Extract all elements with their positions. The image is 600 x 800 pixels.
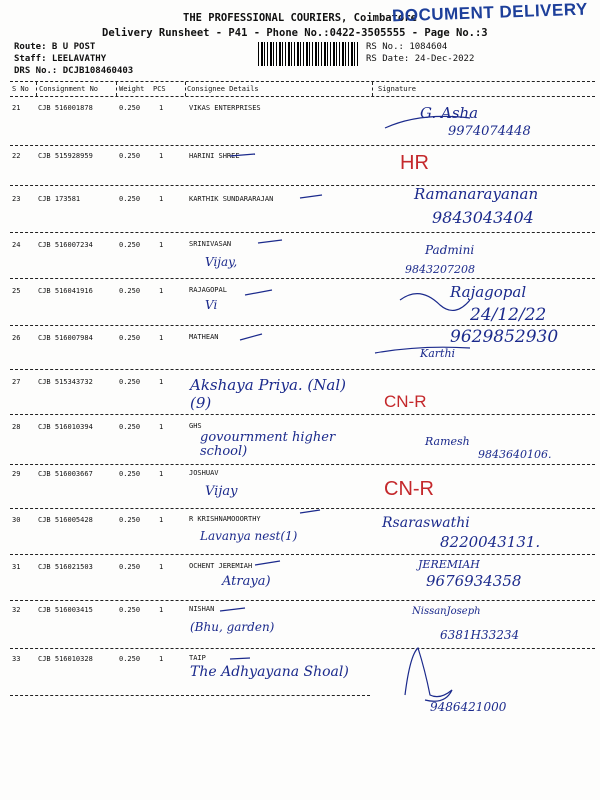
handwritten-note: Vijay, (205, 255, 238, 269)
drs-number: DRS No.: DCJB108460403 (14, 66, 134, 76)
row-weight: 0.250 (119, 655, 141, 663)
row-consignment-no: CJB 515928959 (38, 152, 93, 160)
row-sno: 31 (12, 563, 21, 571)
row-sno: 28 (12, 423, 21, 431)
handwritten-phone: 9843207208 (405, 263, 475, 276)
row-pcs: 1 (159, 563, 164, 571)
document-delivery-stamp: DOCUMENT DELIVERY (391, 0, 589, 26)
row-sno: 26 (12, 334, 21, 342)
row-sno: 21 (12, 104, 21, 112)
pen-tick (240, 334, 262, 340)
row-consignment-no: CJB 516007984 (38, 334, 93, 342)
column-header-pcs: PCS (153, 85, 166, 93)
row-weight: 0.250 (119, 606, 141, 614)
column-header-sno: S No (12, 85, 29, 93)
pen-tick (300, 195, 322, 198)
row-sno: 33 (12, 655, 21, 663)
row-consignee: MATHEAN (189, 333, 219, 341)
row-consignee: VIKAS ENTERPRISES (189, 104, 261, 112)
row-consignee: HARINI SHREE (189, 152, 240, 160)
handwritten-signature: NissanJoseph (412, 606, 481, 617)
column-header-consignment: Consignment No (39, 85, 99, 93)
row-consignee: NISHAN (189, 605, 215, 613)
handwritten-note: The Adhyayana Shoal) (190, 664, 349, 680)
row-pcs: 1 (159, 195, 164, 203)
row-weight: 0.250 (119, 152, 141, 160)
row-sno: 22 (12, 152, 21, 160)
row-weight: 0.250 (119, 241, 141, 249)
row-weight: 0.250 (119, 516, 141, 524)
handwritten-note: Vi (205, 298, 218, 312)
staff-label: Staff: LEELAVATHY (14, 54, 107, 64)
row-consignee: OCHENT JEREMIAH (189, 562, 253, 570)
handwritten-phone: 6381H33234 (440, 628, 520, 642)
handwritten-phone: 9629852930 (450, 327, 559, 347)
route-label: Route: B U POST (14, 42, 96, 52)
handwritten-phone: 9843640106. (478, 448, 552, 461)
row-pcs: 1 (159, 287, 164, 295)
handwritten-phone: 8220043131. (440, 533, 541, 551)
column-header-signature: Signature (378, 85, 416, 93)
row-pcs: 1 (159, 378, 164, 386)
handwritten-note: Akshaya Priya. (Nal)(9) (190, 376, 346, 412)
signature-stroke (405, 648, 452, 701)
handwritten-note: govournment higher school) (200, 430, 336, 459)
handwritten-phone: 9676934358 (426, 572, 522, 590)
row-consignment-no: CJB 516007234 (38, 241, 93, 249)
row-weight: 0.250 (119, 195, 141, 203)
row-sno: 27 (12, 378, 21, 386)
row-pcs: 1 (159, 423, 164, 431)
handwritten-signature: G. Asha (420, 104, 479, 122)
row-consignment-no: CJB 516010328 (38, 655, 93, 663)
row-weight: 0.250 (119, 423, 141, 431)
handwritten-phone: 9974074448 (448, 124, 531, 139)
row-pcs: 1 (159, 655, 164, 663)
page-title: THE PROFESSIONAL COURIERS, Coimbatore (183, 12, 417, 24)
row-sno: 29 (12, 470, 21, 478)
row-sno: 23 (12, 195, 21, 203)
row-pcs: 1 (159, 334, 164, 342)
row-consignee: SRINIVASAN (189, 240, 232, 248)
signature-stroke (400, 294, 470, 311)
handwritten-note: Atraya) (222, 574, 271, 589)
row-consignment-no: CJB 516010394 (38, 423, 93, 431)
pen-tick (245, 290, 272, 295)
handwritten-signature: Ramanarayanan (414, 185, 539, 203)
handwritten-signature: Padmini (425, 243, 475, 257)
handwritten-note: Vijay (205, 484, 238, 499)
pen-tick (220, 608, 245, 611)
rs-date: RS Date: 24-Dec-2022 (366, 54, 475, 64)
row-pcs: 1 (159, 470, 164, 478)
pen-tick (255, 561, 280, 565)
signature-stroke (375, 347, 470, 353)
row-consignee: R KRISHNAMOOORTHY (189, 515, 261, 523)
handwritten-signature: Ramesh (425, 435, 470, 448)
row-consignment-no: CJB 516041916 (38, 287, 93, 295)
pen-tick (300, 510, 320, 513)
pen-tick (230, 658, 250, 659)
row-consignee: GHS (189, 422, 202, 430)
row-consignee: RAJAGOPAL (189, 286, 227, 294)
column-header-consignee: Consignee Details (187, 85, 259, 93)
row-weight: 0.250 (119, 470, 141, 478)
handwritten-date: 24/12/22 (470, 305, 547, 325)
pen-tick (258, 240, 282, 243)
row-consignment-no: CJB 515343732 (38, 378, 93, 386)
handwritten-signature: Rajagopal (450, 283, 527, 301)
row-consignment-no: CJB 516001878 (38, 104, 93, 112)
handwritten-phone: 9486421000 (430, 700, 507, 714)
row-weight: 0.250 (119, 104, 141, 112)
row-consignee: JOSHUAV (189, 469, 219, 477)
row-consignment-no: CJB 516003667 (38, 470, 93, 478)
row-weight: 0.250 (119, 378, 141, 386)
row-sno: 24 (12, 241, 21, 249)
rs-number: RS No.: 1084604 (366, 42, 448, 52)
row-consignment-no: CJB 516003415 (38, 606, 93, 614)
row-pcs: 1 (159, 606, 164, 614)
row-weight: 0.250 (119, 287, 141, 295)
handwritten-phone: 9843043404 (432, 208, 534, 227)
row-weight: 0.250 (119, 334, 141, 342)
row-pcs: 1 (159, 241, 164, 249)
row-pcs: 1 (159, 152, 164, 160)
handwritten-signature: JEREMIAH (418, 558, 480, 571)
handwritten-note: Lavanya nest(1) (200, 529, 298, 543)
handwritten-signature: Rsaraswathi (382, 515, 470, 531)
pen-tick (230, 154, 255, 156)
handwritten-signature: Karthi (420, 347, 456, 360)
red-mark: CN-R (384, 478, 434, 500)
row-consignee: KARTHIK SUNDARARAJAN (189, 195, 274, 203)
row-pcs: 1 (159, 104, 164, 112)
handwritten-note: (Bhu, garden) (190, 620, 275, 634)
column-header-weight: Weight (119, 85, 145, 93)
row-consignment-no: CJB 516005428 (38, 516, 93, 524)
red-mark: HR (400, 152, 429, 174)
red-mark: CN-R (384, 392, 427, 411)
row-sno: 30 (12, 516, 21, 524)
row-weight: 0.250 (119, 563, 141, 571)
signature-stroke (385, 116, 470, 128)
row-consignment-no: CJB 516021503 (38, 563, 93, 571)
row-sno: 32 (12, 606, 21, 614)
row-consignee: TAIP (189, 654, 206, 662)
row-pcs: 1 (159, 516, 164, 524)
page-subtitle: Delivery Runsheet - P41 - Phone No.:0422-3505555 - Page No.:3 (102, 27, 488, 39)
row-consignment-no: CJB 173581 (38, 195, 81, 203)
row-sno: 25 (12, 287, 21, 295)
